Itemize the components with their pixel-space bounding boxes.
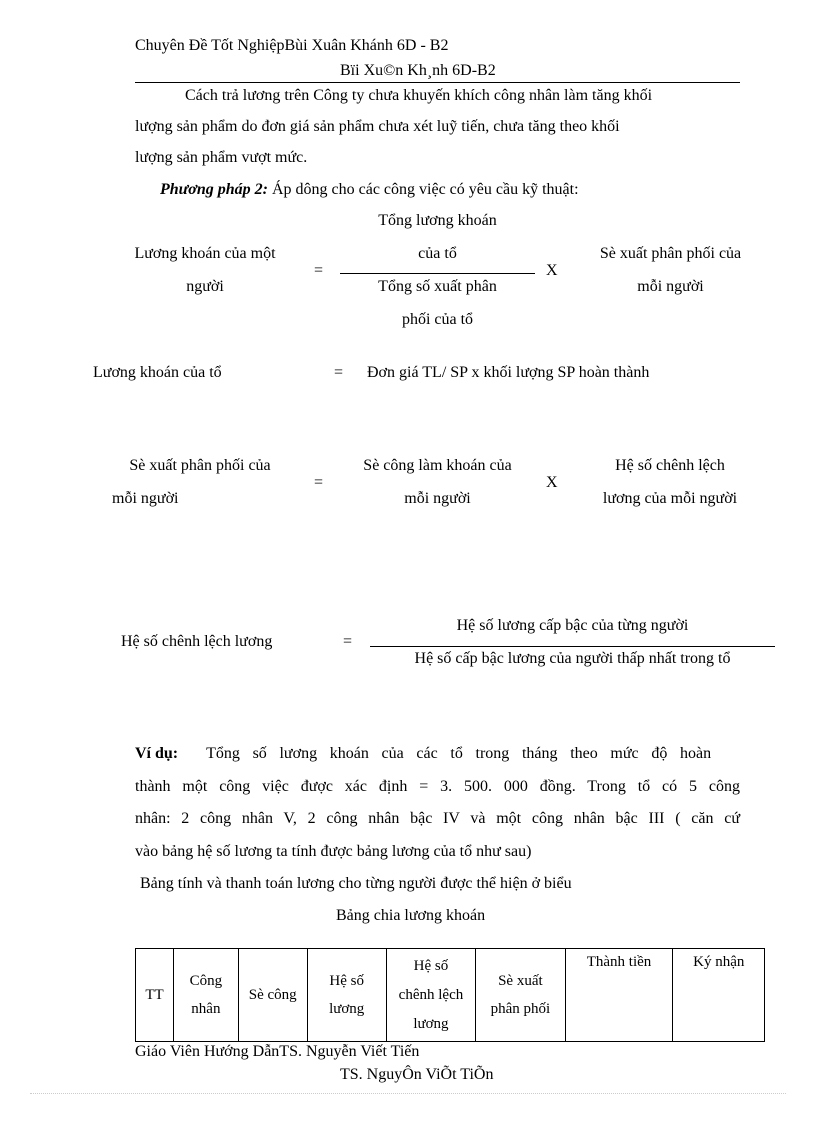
intro-line: Cách trả lương trên Công ty chưa khuyến khích công nhân làm tăng khối [185, 87, 653, 104]
formula4-fraction-bar [370, 646, 775, 647]
example-text: Tổng số lương khoán của các tổ trong tháng theo mức độ hoàn [206, 745, 712, 762]
method-2-label: Phương pháp 2: [160, 181, 268, 198]
col-cong-nhan-l2: nhân [191, 1001, 221, 1017]
page-bottom-border [30, 1093, 786, 1094]
formula3-mid-line2: mỗi người [404, 490, 471, 507]
formula1-numerator-line1: Tổng lương khoán [378, 212, 497, 229]
formula3-mid-line1: Sè công làm khoán của [363, 457, 512, 474]
formula2-lhs: Lương khoán của tổ [93, 364, 222, 381]
example-label: Ví dụ: [135, 745, 179, 762]
formula1-equals: = [314, 262, 324, 279]
formula2-rhs: Đơn giá TL/ SP x khối lượng SP hoàn thành [367, 364, 650, 381]
formula3-times: X [546, 474, 558, 491]
col-he-so-chenh-lech [386, 949, 475, 1042]
formula4-numerator: Hệ số lương cấp bậc của từng người [456, 617, 689, 634]
col-tt: TT [136, 949, 174, 1042]
formula4-denominator: Hệ số cấp bậc lương của người thấp nhất trong tổ [414, 650, 731, 667]
formula1-numerator-line2: của tổ [418, 245, 457, 262]
example-line-3: nhân: 2 công nhân V, 2 công nhân bậc IV và một công nhân bậc III ( căn cứ [135, 810, 740, 827]
intro-line: lượng sản phẩm do đơn giá sản phẩm chưa xét luỹ tiến, chưa tăng theo khối [135, 118, 620, 135]
formula3-lhs-line1: Sè xuất phân phối của [129, 457, 271, 474]
formula3-rhs-line2: lương của mỗi người [602, 490, 738, 507]
col-cong-nhan-l1: Công [189, 973, 223, 989]
col-he-so-luong-l2: lương [329, 1001, 365, 1017]
col-hscl-l1: Hệ số [413, 957, 449, 974]
formula1-denominator-line2: phối của tổ [401, 311, 474, 328]
header-subtitle: Bïi Xu©n Kh¸nh 6D-B2 [340, 62, 496, 79]
pay-table [135, 948, 765, 1042]
col-cong-nhan [174, 949, 239, 1042]
intro-line: lượng sản phẩm vượt mức. [135, 149, 308, 166]
formula2-equals: = [334, 364, 344, 381]
formula1-times: X [546, 262, 558, 279]
formula1-lhs-line2: người [186, 278, 224, 295]
example-line-4: vào bảng hệ số lương ta tính được bảng lương của tổ như sau) [135, 843, 532, 860]
formula3-lhs-line2: mỗi người [112, 490, 179, 507]
footer-line-1: Giáo Viên Hướng DẫnTS. Nguyễn Viết Tiến [135, 1043, 420, 1060]
formula1-rhs-line1: Sè xuất phân phối của [599, 245, 742, 262]
formula4-equals: = [343, 633, 353, 650]
col-thanh-tien: Thành tiền [565, 949, 673, 1042]
col-hscl-l2: chênh lệch [398, 986, 464, 1003]
example-line-5: Bảng tính và thanh toán lương cho từng người được thể hiện ở biểu [140, 875, 572, 892]
col-ky-nhan: Ký nhận [673, 949, 765, 1042]
formula4-lhs: Hệ số chênh lệch lương [121, 633, 273, 650]
formula1-rhs-line2: mỗi người [637, 278, 704, 295]
formula1-fraction-bar [340, 273, 535, 274]
formula1-denominator-line1: Tổng số xuất phân [378, 278, 497, 295]
col-so-xuat-l1: Sè xuất [498, 973, 543, 989]
col-he-so-luong [307, 949, 386, 1042]
intro-paragraph [135, 80, 740, 173]
method-2-heading [160, 181, 579, 199]
col-hscl-l3: lương [413, 1015, 449, 1032]
header-title: Chuyên Đề Tốt NghiệpBùi Xuân Khánh 6D - B2 [135, 37, 449, 54]
formula3-equals: = [314, 474, 324, 491]
method-2-text: Áp dông cho các công việc có yêu cầu kỹ thuật: [267, 181, 579, 198]
formula1-lhs-line1: Lương khoán của một [134, 245, 276, 262]
col-so-xuat [476, 949, 565, 1042]
col-so-cong: Sè công [238, 949, 307, 1042]
table-title: Bảng chia lương khoán [336, 907, 486, 924]
formula3-rhs-line1: Hệ số chênh lệch [615, 457, 725, 474]
example-line-2: thành một công việc được xác định = 3. 500. 000 đồng. Trong tổ có 5 công [135, 778, 740, 795]
table-header-row [136, 949, 765, 1042]
footer-line-2: TS. NguyÔn ViÕt TiÕn [340, 1066, 494, 1083]
col-he-so-luong-l1: Hệ số [329, 973, 364, 989]
example-line-1 [135, 745, 740, 763]
col-so-xuat-l2: phân phối [490, 1001, 551, 1017]
